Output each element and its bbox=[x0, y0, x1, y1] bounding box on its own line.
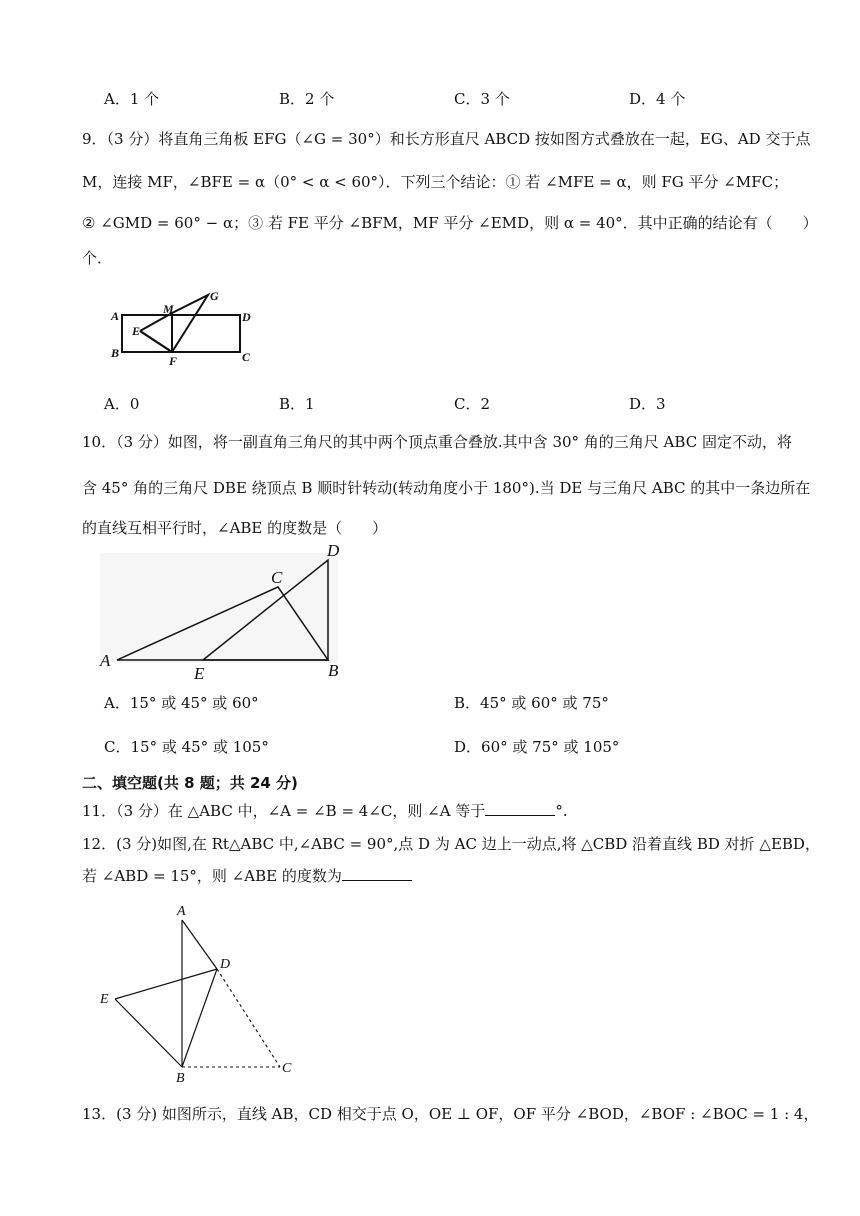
q9-label-g: G bbox=[210, 289, 219, 303]
q9-figure bbox=[100, 285, 270, 370]
q10-label-c: C bbox=[271, 568, 283, 587]
q10-option-d: D．60° 或 75° 或 105° bbox=[454, 738, 620, 756]
q9-option-c: C．2 bbox=[454, 395, 491, 413]
q8-option-a: A．1 个 bbox=[104, 90, 160, 108]
q8-option-c: C．3 个 bbox=[454, 90, 510, 108]
q12-answer-blank[interactable] bbox=[342, 866, 412, 881]
q9-option-b: B．1 bbox=[279, 395, 315, 413]
q12-label-d: D bbox=[220, 957, 231, 972]
q10-text-line3: 的直线互相平行时，∠ABE 的度数是（ ） bbox=[82, 519, 388, 537]
q9-label-f: F bbox=[169, 354, 178, 368]
q12-label-c: C bbox=[282, 1061, 292, 1076]
q8-option-d: D．4 个 bbox=[629, 90, 686, 108]
q10-label-b: B bbox=[328, 661, 339, 680]
q10-option-c: C．15° 或 45° 或 105° bbox=[104, 738, 269, 756]
q12-figure bbox=[95, 900, 305, 1090]
q11-answer-blank[interactable] bbox=[485, 801, 555, 816]
q9-label-c: C bbox=[242, 350, 251, 364]
q10-text-line2: 含 45° 角的三角尺 DBE 绕顶点 B 顺时针转动(转动角度小于 180°).当 DE 与三角尺 ABC 的其中一条边所在 bbox=[82, 479, 811, 497]
q8-option-b: B．2 个 bbox=[279, 90, 335, 108]
q12-label-b: B bbox=[176, 1071, 185, 1086]
q9-text-line3: ② ∠GMD = 60° − α；③ 若 FE 平分 ∠BFM，MF 平分 ∠EMD，则 α = 40°．其中正确的结论有（ ） bbox=[82, 214, 818, 232]
q10-option-a: A．15° 或 45° 或 60° bbox=[104, 694, 259, 712]
q9-text-line2: M，连接 MF，∠BFE = α（0° < α < 60°）．下列三个结论：① 若 ∠MFE = α，则 FG 平分 ∠MFC； bbox=[82, 173, 789, 191]
q9-label-b: B bbox=[111, 346, 120, 360]
q12-text-line2-label: 若 ∠ABD = 15°，则 ∠ABE 的度数为 bbox=[82, 867, 342, 885]
q10-label-a: A bbox=[100, 651, 111, 670]
q9-text-line1: 9．（3 分）将直角三角板 EFG（∠G = 30°）和长方形直尺 ABCD 按如图方式叠放在一起，EG、AD 交于点 bbox=[82, 130, 811, 148]
q12-label-e: E bbox=[100, 992, 109, 1007]
q9-label-d: D bbox=[242, 310, 251, 324]
q9-label-m: M bbox=[163, 302, 174, 316]
q10-text-line1: 10．（3 分）如图，将一副直角三角尺的其中两个顶点重合叠放.其中含 30° 角的三角尺 ABC 固定不动，将 bbox=[82, 433, 792, 451]
q11-text bbox=[82, 801, 568, 821]
q10-label-d: D bbox=[327, 541, 340, 560]
q9-label-e: E bbox=[132, 324, 141, 338]
q9-option-d: D．3 bbox=[629, 395, 666, 413]
q11-text-before: 11．（3 分）在 △ABC 中，∠A = ∠B = 4∠C，则 ∠A 等于 bbox=[82, 802, 486, 820]
q10-option-b: B．45° 或 60° 或 75° bbox=[454, 694, 609, 712]
q9-label-a: A bbox=[111, 309, 120, 323]
q13-text-line1: 13．(3 分) 如图所示，直线 AB，CD 相交于点 O，OE ⊥ OF，OF 平分 ∠BOD，∠BOF : ∠BOC = 1 : 4， bbox=[82, 1105, 819, 1123]
q10-label-e: E bbox=[194, 664, 205, 683]
section-title: 二、填空题(共 8 题；共 24 分) bbox=[82, 774, 298, 792]
q12-text-line2 bbox=[82, 866, 412, 886]
q9-text-line4: 个． bbox=[82, 249, 113, 267]
q12-text-line1: 12．(3 分)如图,在 Rt△ABC 中,∠ABC = 90°,点 D 为 AC 边上一动点,将 △CBD 沿着直线 BD 对折 △EBD， bbox=[82, 835, 820, 853]
q9-option-a: A．0 bbox=[104, 395, 140, 413]
q10-figure bbox=[95, 538, 355, 683]
q12-label-a: A bbox=[177, 904, 186, 919]
q11-text-after: °. bbox=[555, 802, 568, 820]
